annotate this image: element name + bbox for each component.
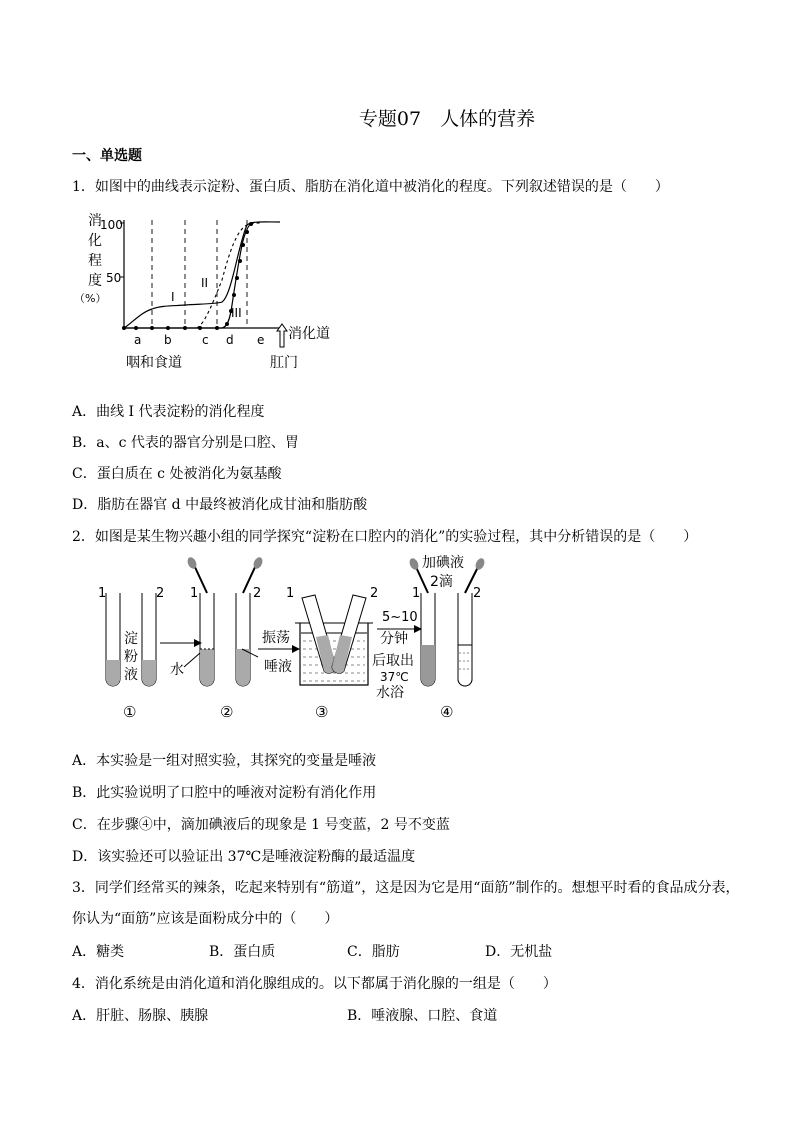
q2-option-c: C．在步骤④中，滴加碘液后的现象是 1 号变蓝，2 号不变蓝 bbox=[72, 817, 450, 833]
ytick-50: 50 bbox=[106, 271, 122, 285]
label-iodine-drops: 2滴 bbox=[430, 574, 453, 590]
label-shake: 振荡 bbox=[262, 630, 290, 646]
q1-option-c: C．蛋白质在 c 处被消化为氨基酸 bbox=[72, 466, 282, 482]
q4-stem: 4．消化系统是由消化道和消化腺组成的。以下都属于消化腺的一组是（ ） bbox=[72, 976, 557, 992]
label-iodine: 加碘液 bbox=[422, 555, 464, 571]
q2-option-a: A．本实验是一组对照实验，其探究的变量是唾液 bbox=[72, 753, 377, 769]
q1-option-a: A．曲线 I 代表淀粉的消化程度 bbox=[72, 404, 265, 420]
svg-text:2: 2 bbox=[253, 586, 262, 601]
curve-label-iii: III bbox=[231, 306, 242, 320]
ytick-100: 100 bbox=[100, 218, 123, 232]
ylabel-char: 化 bbox=[88, 233, 102, 249]
q2-option-d: D．该实验还可以验证出 37℃是唾液淀粉酶的最适温度 bbox=[72, 849, 416, 865]
q3-stem-line2: 你认为“面筋”应该是面粉成分中的（ ） bbox=[72, 911, 339, 927]
label-time3: 后取出 bbox=[372, 653, 414, 669]
x-axis-label: 消化道 bbox=[288, 326, 330, 342]
svg-text:2: 2 bbox=[156, 586, 165, 601]
q4-option-b: B．唾液腺、口腔、食道 bbox=[347, 1008, 498, 1024]
step3-beaker bbox=[286, 586, 378, 685]
svg-text:淀: 淀 bbox=[124, 631, 138, 647]
label-saliva: 唾液 bbox=[264, 659, 292, 675]
section-heading: 一、单选题 bbox=[72, 148, 142, 164]
label-time1: 5~10 bbox=[382, 610, 418, 625]
arrow-icon bbox=[292, 645, 300, 653]
x-letter-e: e bbox=[257, 333, 265, 347]
ylabel-char: 消 bbox=[88, 213, 102, 229]
label-time2: 分钟 bbox=[380, 631, 408, 647]
step-4: ④ bbox=[440, 703, 454, 721]
svg-text:2: 2 bbox=[370, 586, 379, 601]
q1-digestion-chart bbox=[72, 205, 362, 380]
ylabel-char: 度 bbox=[88, 273, 102, 289]
x-letter-d: d bbox=[226, 333, 234, 347]
q2-experiment-figure bbox=[90, 553, 510, 725]
step2-tubes bbox=[186, 556, 264, 686]
q2-stem: 2．如图是某生物兴趣小组的同学探究“淀粉在口腔内的消化”的实验过程，其中分析错误的是（ ） bbox=[72, 529, 698, 545]
q1-option-d: D．脂肪在器官 d 中最终被消化成甘油和脂肪酸 bbox=[72, 497, 368, 513]
curve-label-i: I bbox=[171, 290, 175, 304]
q2-option-b: B．此实验说明了口腔中的唾液对淀粉有消化作用 bbox=[72, 785, 377, 801]
ylabel-char: 程 bbox=[88, 253, 102, 269]
label-throat: 咽和食道 bbox=[126, 355, 182, 371]
svg-text:1: 1 bbox=[190, 586, 199, 601]
y-unit: （%） bbox=[74, 292, 107, 305]
x-letter-b: b bbox=[164, 333, 172, 347]
svg-text:2: 2 bbox=[473, 586, 482, 601]
q4-option-a: A．肝脏、肠腺、胰腺 bbox=[72, 1008, 209, 1024]
label-water: 水 bbox=[170, 662, 184, 678]
page-title: 专题07 人体的营养 bbox=[358, 108, 536, 130]
svg-text:1: 1 bbox=[412, 586, 421, 601]
label-anus: 肛门 bbox=[270, 355, 298, 371]
svg-text:粉: 粉 bbox=[124, 649, 138, 665]
arrow-icon bbox=[194, 639, 202, 647]
step-1: ① bbox=[123, 703, 137, 721]
step-3: ③ bbox=[315, 703, 329, 721]
label-temp: 37℃ bbox=[380, 670, 409, 684]
q1-option-b: B．a、c 代表的器官分别是口腔、胃 bbox=[72, 435, 299, 451]
q3-option-c: C．脂肪 bbox=[347, 944, 400, 960]
curve-label-ii: II bbox=[201, 276, 209, 290]
x-letter-a: a bbox=[134, 333, 142, 347]
q1-stem: 1．如图中的曲线表示淀粉、蛋白质、脂肪在消化道中被消化的程度。下列叙述错误的是（ ） bbox=[72, 179, 669, 195]
svg-text:1: 1 bbox=[98, 586, 107, 601]
q3-option-d: D．无机盐 bbox=[485, 944, 553, 960]
label-bath: 水浴 bbox=[376, 685, 404, 701]
step-2: ② bbox=[220, 703, 234, 721]
q3-option-a: A．糖类 bbox=[72, 944, 125, 960]
svg-text:液: 液 bbox=[124, 667, 138, 683]
x-letter-c: c bbox=[202, 333, 209, 347]
q3-option-b: B．蛋白质 bbox=[209, 944, 276, 960]
curve-i bbox=[124, 222, 280, 328]
q3-stem-line1: 3．同学们经常买的辣条，吃起来特别有“筋道”，这是因为它是用“面筋”制作的。想想平时看的食品成分表， bbox=[72, 880, 740, 896]
svg-text:1: 1 bbox=[286, 586, 295, 601]
